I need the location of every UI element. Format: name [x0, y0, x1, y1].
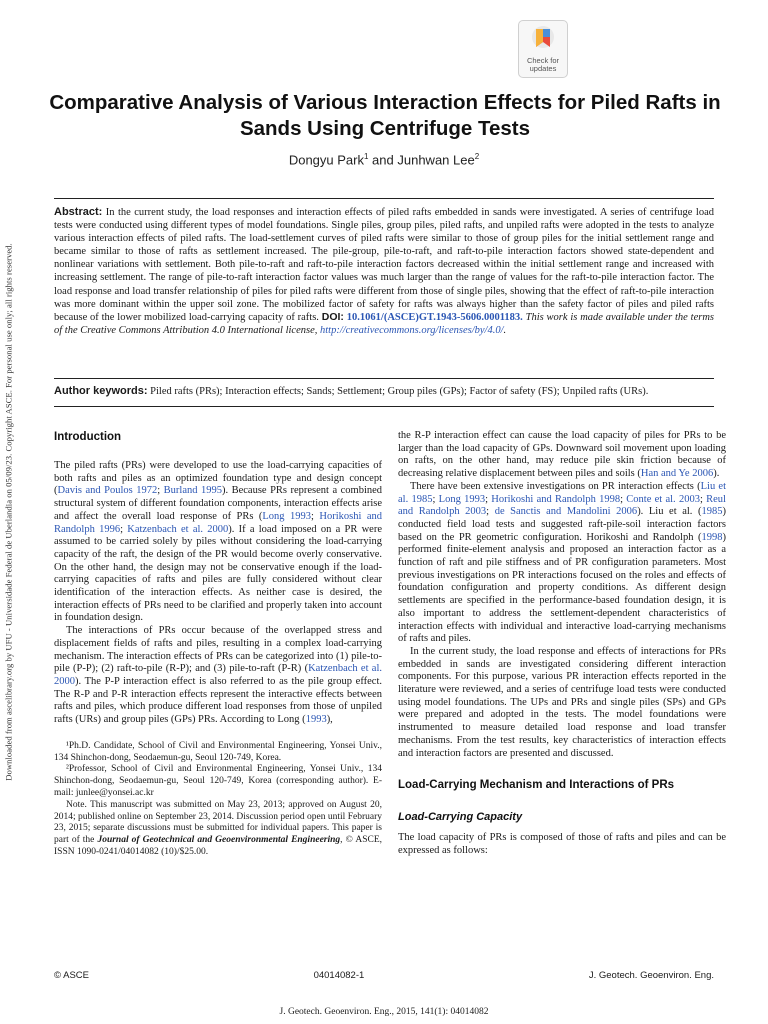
text-run: ) performed finite-element analysis and proposed an interaction factor as a function of raft and pile stiffness and of PR configuration parameters. Most previous investigations on PR interactions focused on the roles and effects of foundation configuration and property conditions. As different design settlements are specified in the performance-based foundation design, it is also important to address the settlement-dependent characteristics of interaction effects with individual and interactive load-carrying mechanisms of rafts and piles. — [398, 531, 726, 645]
section-heading-load-carrying: Load-Carrying Mechanism and Interactions of PRs — [398, 779, 675, 792]
right-paragraph-2 — [398, 481, 726, 646]
download-notice — [2, 188, 16, 836]
badge-label — [527, 57, 559, 73]
rule-top — [54, 198, 714, 199]
footer-copyright: © ASCE — [54, 970, 89, 981]
abstract — [54, 206, 714, 337]
footer-article-number: 04014082-1 — [313, 970, 365, 981]
citation-link[interactable]: Horikoshi and Randolph 1996 — [54, 510, 382, 535]
intro-paragraph-1 — [54, 460, 382, 625]
citation-link[interactable]: de Sanctis and Mandolini 2006 — [494, 506, 638, 518]
text-run: ; — [485, 493, 492, 505]
text-run: ; — [620, 493, 627, 505]
license-end: . — [503, 324, 507, 336]
text-run: The interactions of PRs occur because of the overlapped stress and displacement fields of rafts and piles, resulting in a complex load-carrying mechanism. The interaction effects of PRs can be categorized into (1) pile-to-pile (P-P); (2) raft-to-pile (R-P); and (3) pile-to-raft (P-R) ( — [54, 625, 382, 675]
paper-title: Comparative Analysis of Various Interaction Effects for Piled Rafts in Sands Using Centrifuge Tests — [49, 91, 721, 140]
intro-paragraph-2 — [54, 625, 382, 727]
author-keywords — [54, 385, 714, 398]
abstract-text: In the current study, the load responses and interaction effects of piled rafts embedded in sands were investigated. A series of centrifuge load tests were conducted using different types of model foundations. Single piles, group piles, piled rafts, and unpiled rafts were adopted in the tests to analyze various interaction effects of piled rafts. The load-settlement curves of piled rafts were similar to those of group piles for the initial settlement range and became similar to those of rafts as settlement increased. The pile-group, pile-to-raft, and raft-to-pile interaction factors showed state-dependent and nonlinear variations with settlement. Both pile-to-raft and raft-to-pile interaction factors decreased within the initial settlement range and increased with increasing settlement. The range of pile-to-raft interaction factor values was much larger than the range of values for the raft-to-pile interaction factor. The load response and load transfer relationship of piles for piled rafts were different from those of single piles, showing that the effect of raft-to-pile interaction was more dominant within the upper soil zone. The mobilized factor of safety for rafts was always higher than the safety factor of piles and piled rafts because of the lower mobilized load-carrying capacity of rafts. — [54, 207, 714, 323]
abstract-label: Abstract: — [54, 206, 103, 218]
author-2-affil: 2 — [474, 152, 480, 161]
license-link[interactable]: http://creativecommons.org/licenses/by/4.0/ — [319, 324, 504, 336]
text-run: ) conducted field load tests and suggested raft-pile-soil interaction factors based on the PR geometric configuration. Horikoshi and Randolph ( — [398, 506, 727, 543]
text-run: ; — [311, 510, 320, 522]
citation-line: J. Geotech. Geoenviron. Eng., 2015, 141(1): 04014082 — [279, 1007, 489, 1017]
right-paragraph-4: The load capacity of PRs is composed of those of rafts and piles and can be expressed as follows: — [398, 832, 726, 856]
citation-link[interactable]: 1993 — [305, 714, 327, 726]
submission-note — [54, 800, 382, 859]
citation-link[interactable]: Burland 1995 — [163, 485, 222, 497]
text-run: ; — [157, 485, 164, 497]
doi-label: DOI: — [321, 310, 344, 323]
text-run: ; — [699, 493, 707, 505]
left-column — [54, 430, 382, 859]
note-text-a: Note. This manuscript was submitted on May 23, 2013; approved on August 20, 2014; published online on September 23, 2014. Discussion period open until February 23, 2015; separate discussions must be submitted for individual papers. This paper is part of the — [54, 799, 382, 846]
text-run: There have been extensive investigations on PR interaction effects ( — [410, 480, 701, 492]
rule-bottom — [54, 406, 714, 407]
journal-name: Journal of Geotechnical and Geoenvironmental Engineering — [97, 835, 341, 846]
text-run: ), — [326, 714, 333, 726]
rule-mid — [54, 378, 714, 379]
citation-link[interactable]: Davis and Poulos 1972 — [57, 485, 158, 497]
text-run: the R-P interaction effect can cause the load capacity of piles for PRs to be larger than the load capacity of GPs. Downward soil movement upon loading on rafts, on the other hand, may reduce pile skin friction because of decreasing relative displacement between piles and soils ( — [398, 430, 726, 480]
citation-link[interactable]: Katzenbach et al. 2000 — [54, 663, 382, 687]
right-paragraph-3: In the current study, the load response and effects of interactions for PRs embedded in sands are investigated considering different interaction components. For this purpose, various PR interaction effects reported in the literature were reviewed, and a series of centrifuge load tests were conducted using model foundations. The UPs and PRs and single piles (SPs) and GPs were prepared and adopted in the tests. The model foundations were instrumented to measure detailed load response and load transfer mechanisms. From the test results, key characteristics of interaction effects and interaction factors are presented and discussed. — [398, 645, 726, 759]
badge-line-2: updates — [529, 64, 557, 73]
author-2: Junhwan Lee — [397, 152, 475, 168]
citation-link[interactable]: Han and Ye 2006 — [640, 468, 714, 480]
subsection-heading-capacity: Load-Carrying Capacity — [398, 811, 523, 824]
citation-link[interactable]: Reul and Randolph 2003 — [398, 493, 726, 518]
text-run: ). Because PRs represent a combined structural system of different foundation components, interaction effects arise and affect the overall load response of PRs ( — [54, 485, 383, 522]
section-heading-introduction: Introduction — [54, 431, 122, 443]
citation-link[interactable]: 1998 — [701, 531, 723, 543]
citation-link[interactable]: Liu et al. 1985 — [398, 480, 726, 505]
citation-link[interactable]: Long 1993 — [262, 510, 311, 522]
note-text-b: , © ASCE, ISSN 1090-0241/04014082 (10)/$25.00. — [54, 835, 382, 857]
footnote-1: ¹Ph.D. Candidate, School of Civil and Environmental Engineering, Yonsei Univ., 134 Shinchon-dong, Seodaemun-gu, Seoul 120-749, Korea. — [54, 740, 382, 763]
keywords-text: Piled rafts (PRs); Interaction effects; Sands; Settlement; Group piles (GPs); Factor of safety (FS); Unpiled rafts (URs). — [147, 386, 649, 397]
citation-link[interactable]: Long 1993 — [438, 493, 486, 505]
footer-journal: J. Geotech. Geoenviron. Eng. — [588, 970, 714, 981]
check-for-updates-badge[interactable] — [518, 20, 568, 78]
author-1: Dongyu Park — [288, 152, 364, 168]
badge-line-1: Check for — [526, 56, 560, 65]
footnotes — [54, 741, 382, 859]
text-run: The piled rafts (PRs) were developed to use the load-carrying capacities of both rafts and piles as an optimized foundation type and design concept ( — [54, 460, 382, 497]
text-run: ). If a load imposed on a PR were assumed to be carried solely by piles without considering the load-carrying capacity of the raft, the design of the PR would become overly conservative. On the other hand, the design may not be conservative enough if the load-carrying capacities of rafts and piles are fully considered without clear identification of the interaction effects. As neither case is desired, the interaction effects of PRs need to be clarified and properly taken into account in foundation design. — [54, 523, 382, 624]
page-footer — [54, 970, 714, 981]
citation-link[interactable]: Katzenbach et al. 2000 — [127, 523, 229, 535]
right-paragraph-1 — [398, 430, 726, 481]
author-line — [0, 152, 768, 167]
text-run: ). Liu et al. ( — [637, 506, 702, 518]
text-run: ). — [713, 468, 720, 480]
author-conjunction: and — [368, 152, 398, 168]
author-1-affil: 1 — [363, 152, 369, 161]
doi-link[interactable]: 10.1061/(ASCE)GT.1943-5606.0001183. — [346, 311, 523, 323]
citation-link[interactable]: Conte et al. 2003 — [626, 493, 700, 505]
keywords-label: Author keywords: — [54, 385, 148, 397]
text-run: ; — [432, 493, 439, 505]
bookmark-icon — [530, 25, 556, 55]
text-run: ; — [486, 506, 495, 518]
right-column — [398, 430, 726, 858]
citation-link[interactable]: Horikoshi and Randolph 1998 — [491, 493, 621, 505]
text-run: ; — [120, 523, 128, 535]
license-text: This work is made available under the terms of the Creative Commons Attribution 4.0 International license, — [54, 311, 715, 336]
download-notice-text: Downloaded from ascelibrary.org by UFU - Universidade Federal de Uberlandia on 05/09/23. Copyright ASCE. For personal use only; all rights reserved. — [4, 243, 15, 781]
citation-link[interactable]: 1985 — [701, 506, 723, 518]
footnote-2: ²Professor, School of Civil and Environmental Engineering, Yonsei Univ., 134 Shinchon-dong, Seodaemun-gu, Seoul 120-749, Korea (corresponding author). E-mail: junlee@yonsei.ac.kr — [54, 764, 382, 798]
text-run: ). The P-P interaction effect is also referred to as the pile group effect. The R-P and P-R interaction effects represent the interactive effects between rafts and piles, which produce different load responses from those of unpiled rafts (URs) and group piles (GPs) PRs. According to Long ( — [54, 675, 382, 726]
